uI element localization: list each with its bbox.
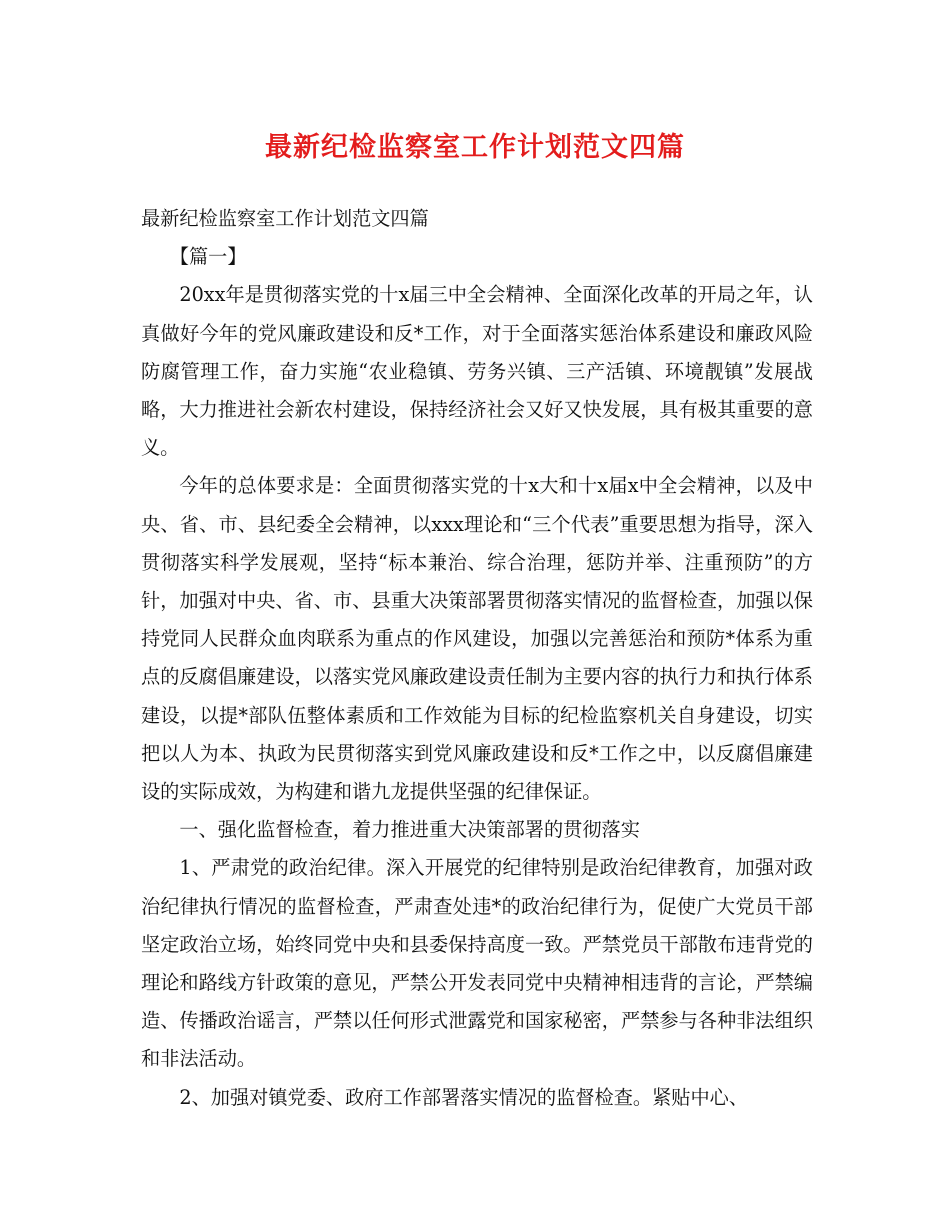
paragraph: 1、严肃党的政治纪律。深入开展党的纪律特别是政治纪律教育，加强对政治纪律执行情况的监督检查，严肃查处违*的政治纪律行为，促使广大党员干部坚定政治立场，始终同党中央和县委保持高度一致。严禁党员干部散布违背党的理论和路线方针政策的意见，严禁公开发表同党中央精神相违背的言论，严禁编造、传播政治谣言，严禁以任何形式泄露党和国家秘密，严禁参与各种非法组织和非法活动。: [141, 856, 813, 1071]
document-title: 最新纪检监察室工作计划范文四篇: [265, 132, 685, 163]
paragraph: 今年的总体要求是：全面贯彻落实党的十x大和十x届x中全会精神，以及中央、省、市、县纪委全会精神，以xxx理论和“三个代表”重要思想为指导，深入贯彻落实科学发展观，坚持“标本兼治、综合治理，惩防并举、注重预防”的方针，加强对中央、省、市、县重大决策部署贯彻落实情况的监督检查，加强以保持党同人民群众血肉联系为重点的作风建设，加强以完善惩治和预防*体系为重点的反腐倡廉建设，以落实党风廉政建设责任制为主要内容的执行力和执行体系建设，以提*部队伍整体素质和工作效能为目标的纪检监察机关自身建设，切实把以人为本、执政为民贯彻落实到党风廉政建设和反*工作之中，以反腐倡廉建设的实际成效，为构建和谐九龙提供坚强的纪律保证。: [141, 474, 813, 804]
section-subheading: 一、强化监督检查，着力推进重大决策部署的贯彻落实: [179, 818, 640, 842]
document-body: [141, 200, 813, 1117]
paragraph: 20xx年是贯彻落实党的十x届三中全会精神、全面深化改革的开局之年，认真做好今年的党风廉政建设和反*工作，对于全面落实惩治体系建设和廉政风险防腐管理工作，奋力实施“农业稳镇、劳务兴镇、三产活镇、环境靓镇”发展战略，大力推进社会新农村建设，保持经济社会又好又快发展，具有极其重要的意义。: [141, 283, 813, 460]
section-heading: 【篇一】: [169, 245, 247, 269]
paragraph: 2、加强对镇党委、政府工作部署落实情况的监督检查。紧贴中心、: [179, 1085, 749, 1109]
document-subtitle: 最新纪检监察室工作计划范文四篇: [141, 207, 429, 230]
